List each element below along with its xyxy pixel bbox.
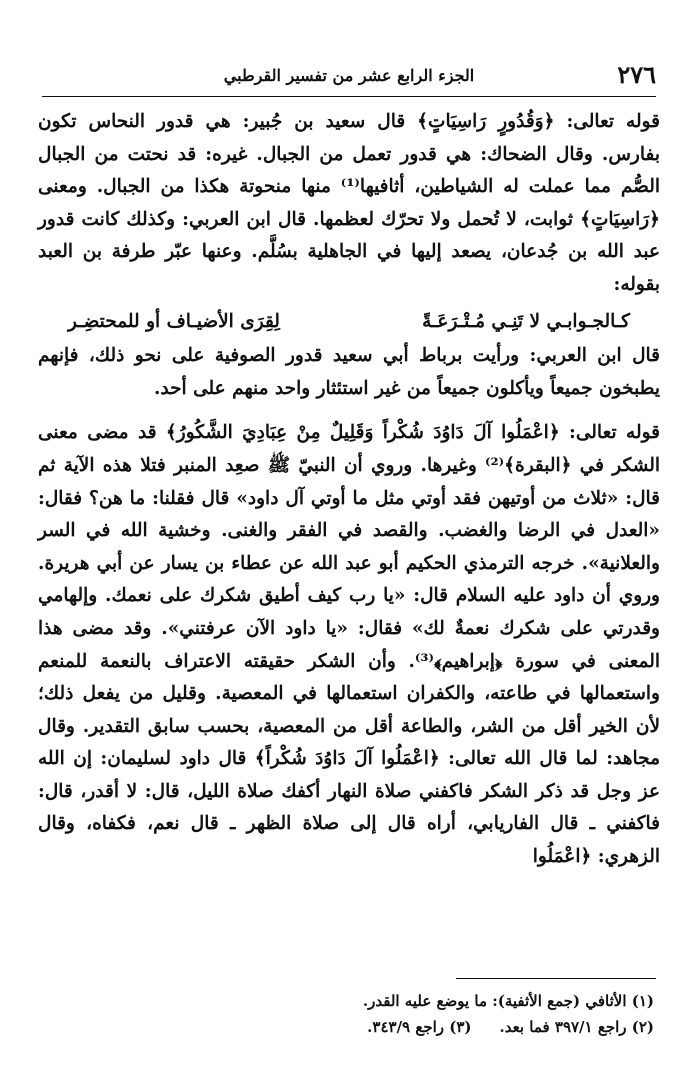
paragraph-qudur: قوله تعالى: ﴿وَقُدُورٍ رَاسِيَاتٍ﴾ قال سعيد بن جُبير: هي قدور النحاس تكون بفارس. وقال الضحاك: هي قدور تعمل من الجبال. غيره: قد نحتت من الجبال الصُّم مما عملت له الشياطين، أثافيها⁽¹⁾ منها منحوتة هكذا من الجبال. ومعنى ﴿رَاسِيَاتٍ﴾ ثوابت، لا تُحمل ولا تحرّك لعظمها. قال ابن العربي: وكذلك كانت قدور عبد الله بن جُدعان، يصعد إليها في الجاهلية بسُلَّم. وعنها عبّر طرفة بن العبد بقوله: <box>38 111 660 295</box>
page-header <box>42 58 656 94</box>
footnote-3: (٣) راجع ٣٤٣/٩. <box>367 1018 472 1036</box>
verse-first-hemistich: كـالجـوابـي لا تَنِـي مُـتْـرَعَـةً <box>422 310 630 332</box>
footnotes <box>54 988 654 1040</box>
footnote-rule <box>456 978 656 979</box>
running-title: الجزء الرابع عشر من تفسير القرطبي <box>223 66 475 85</box>
poetry-verse <box>38 306 660 339</box>
footnote-2: (٢) راجع ٣٩٧/١ فما بعد. <box>499 1018 654 1036</box>
header-rule <box>42 96 656 97</box>
paragraph-ibn-arabi: قال ابن العربي: ورأيت برباط أبي سعيد قدور الصوفية على نحو ذلك، فإنهم يطبخون جميعاً ويأكلون جميعاً من غير استئثار واحد منهم على أحد. <box>38 345 660 399</box>
page-number: ٢٧٦ <box>617 60 656 89</box>
main-text <box>38 106 660 874</box>
verse-second-hemistich: لِقِرَى الأضيـاف أو للمحتضِـر <box>68 310 280 332</box>
footnote-1: (١) الأثافي (جمع الأثفية): ما يوضع عليه القدر. <box>362 992 654 1010</box>
paragraph-shukr: قوله تعالى: ﴿اعْمَلُوا آلَ دَاوُدَ شُكْراً وَقَلِيلٌ مِنْ عِبَادِيَ الشَّكُورُ﴾ قد مضى معنى الشكر في ﴿البقرة﴾⁽²⁾ وغيرها. وروي أن النبيّ ﷺ صعِد المنبر فتلا هذه الآية ثم قال: «ثلاث من أوتيهن فقد أوتي مثل ما أوتي آل داود» قال فقلنا: ما هن؟ فقال: «العدل في الرضا والغضب. والقصد في الفقر والغنى. وخشية الله في السر والعلانية». خرجه الترمذي الحكيم أبو عبد الله عن عطاء بن يسار عن أبي هريرة. وروي أن داود عليه السلام قال: «يا رب كيف أطيق شكرك على نعمك. وإلهامي وقدرتي على شكرك نعمةٌ لك» فقال: «يا داود الآن عرفتني». وقد مضى هذا المعنى في سورة ﴿إبراهيم﴾⁽³⁾. وأن الشكر حقيقته الاعتراف بالنعمة للمنعم واستعمالها في طاعته، والكفران استعمالها في المعصية. وقليل من يفعل ذلك؛ لأن الخير أقل من الشر، والطاعة أقل من المعصية، بحسب سابق التقدير. وقال مجاهد: لما قال الله تعالى: ﴿اعْمَلُوا آلَ دَاوُدَ شُكْراً﴾ قال داود لسليمان: إن الله عز وجل قد ذكر الشكر فاكفني صلاة النهار أكفك صلاة الليل، قال: لا أقدر، قال: فاكفني ـ قال الفاريابي، أراه قال إلى صلاة الظهر ـ قال نعم، فكفاه، وقال الزهري: ﴿اعْمَلُوا <box>38 422 660 868</box>
footnote-row-2 <box>54 1014 654 1040</box>
